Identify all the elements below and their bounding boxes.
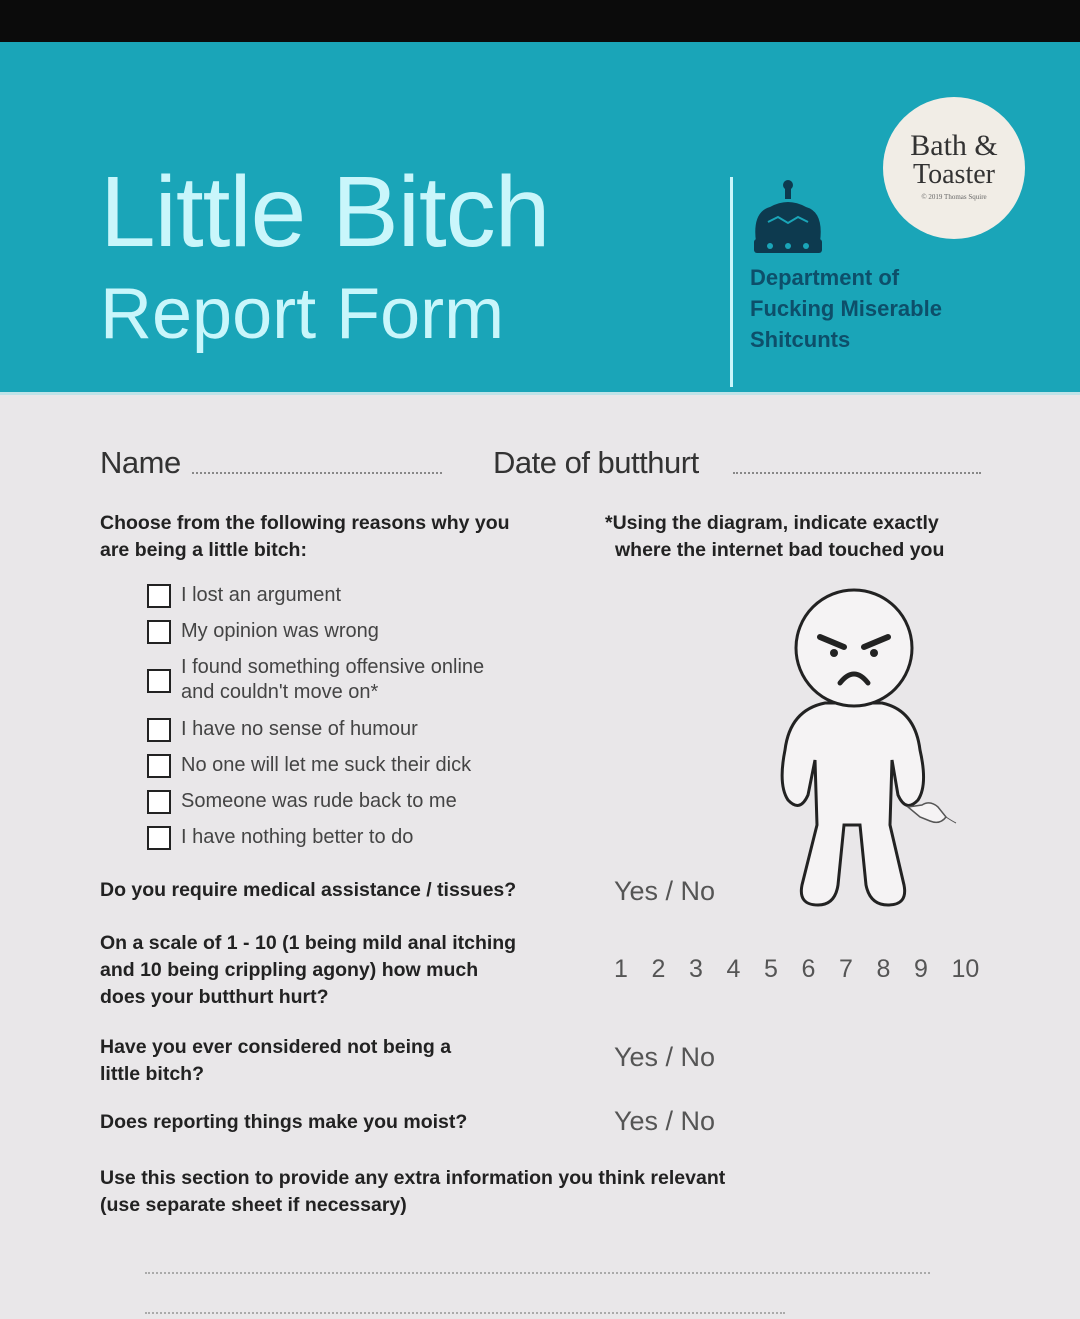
extra-info-line-field[interactable] (145, 1272, 930, 1274)
scale-option[interactable]: 10 (951, 955, 980, 983)
department-line-1: Department of (750, 265, 900, 290)
logo-line-1: Bath & (910, 129, 998, 162)
option-label-line-2: and couldn't move on* (181, 681, 379, 703)
header-divider (730, 177, 733, 387)
top-black-bar (0, 0, 1080, 42)
checkbox[interactable] (147, 620, 171, 644)
diagram-instruction-line-1: *Using the diagram, indicate exactly (605, 512, 939, 534)
considered-answer[interactable]: Yes / No (614, 1042, 716, 1072)
diagram-instruction (605, 510, 944, 564)
reasons-question-line-1: Choose from the following reasons why you (100, 512, 510, 534)
diagram-instruction-line-2: where the internet bad touched you (615, 539, 945, 561)
considered-question-line-1: Have you ever considered not being a (100, 1036, 452, 1058)
scale-question-line-1: On a scale of 1 - 10 (1 being mild anal itching (100, 932, 517, 954)
checkbox[interactable] (147, 790, 171, 814)
option-label: No one will let me suck their dick (181, 754, 472, 776)
reasons-question-line-2: are being a little bitch: (100, 539, 307, 561)
scale-question-line-2: and 10 being crippling agony) how much (100, 959, 479, 981)
option-label: I have nothing better to do (181, 826, 414, 848)
option-label: Someone was rude back to me (181, 790, 457, 812)
logo-line-2: Toaster (912, 159, 995, 190)
option-label: My opinion was wrong (181, 620, 379, 642)
angry-figure-diagram[interactable] (770, 585, 985, 910)
name-field[interactable] (192, 472, 442, 474)
extra-info-line-2: (use separate sheet if necessary) (100, 1194, 407, 1216)
extra-info-line-field[interactable] (145, 1312, 785, 1314)
scale-option[interactable]: 2 (651, 955, 666, 983)
logo-copyright: © 2019 Thomas Squire (921, 193, 987, 201)
department-text (750, 262, 942, 355)
checkbox[interactable] (147, 669, 171, 693)
scale-option[interactable]: 8 (876, 955, 891, 983)
extra-info-line-1: Use this section to provide any extra information you think relevant (100, 1167, 726, 1189)
moist-question: Does reporting things make you moist? (100, 1111, 468, 1133)
scale-option[interactable]: 7 (839, 955, 853, 983)
checkbox[interactable] (147, 754, 171, 778)
scale-option[interactable]: 4 (726, 955, 741, 983)
department-line-3: Shitcunts (750, 327, 851, 352)
bath-toaster-logo (883, 97, 1025, 239)
considered-question-line-2: little bitch? (100, 1063, 204, 1085)
scale-option[interactable]: 3 (689, 955, 703, 983)
department-line-2: Fucking Miserable (750, 296, 942, 321)
butthurt-scale[interactable] (614, 955, 989, 984)
scale-option[interactable]: 6 (801, 955, 816, 983)
pointing-hand-icon (908, 803, 946, 822)
header-bottom-line (0, 392, 1080, 395)
considered-question (100, 1034, 451, 1088)
title-line-2: Report Form (100, 274, 505, 354)
option-label: I have no sense of humour (181, 718, 418, 740)
medical-question: Do you require medical assistance / tissues? (100, 879, 517, 901)
scale-question-line-3: does your butthurt hurt? (100, 986, 329, 1008)
scale-option[interactable]: 1 (614, 955, 628, 983)
date-field[interactable] (733, 472, 981, 474)
figure-head (796, 590, 912, 706)
checkbox[interactable] (147, 718, 171, 742)
medical-answer[interactable]: Yes / No (614, 876, 716, 906)
figure-body (782, 703, 923, 905)
option-label: I lost an argument (181, 584, 342, 606)
extra-info-instructions (100, 1165, 725, 1219)
scale-question (100, 930, 516, 1011)
form-header (0, 42, 1080, 392)
name-label: Name (100, 445, 181, 480)
title-line-1: Little Bitch (100, 156, 550, 268)
scale-option[interactable]: 5 (764, 955, 778, 983)
date-label: Date of butthurt (493, 445, 699, 480)
moist-answer[interactable]: Yes / No (614, 1106, 716, 1136)
checkbox[interactable] (147, 584, 171, 608)
option-label: I found something offensive online (181, 656, 485, 678)
reasons-question (100, 510, 510, 564)
scale-option[interactable]: 9 (914, 955, 928, 983)
checkbox[interactable] (147, 826, 171, 850)
